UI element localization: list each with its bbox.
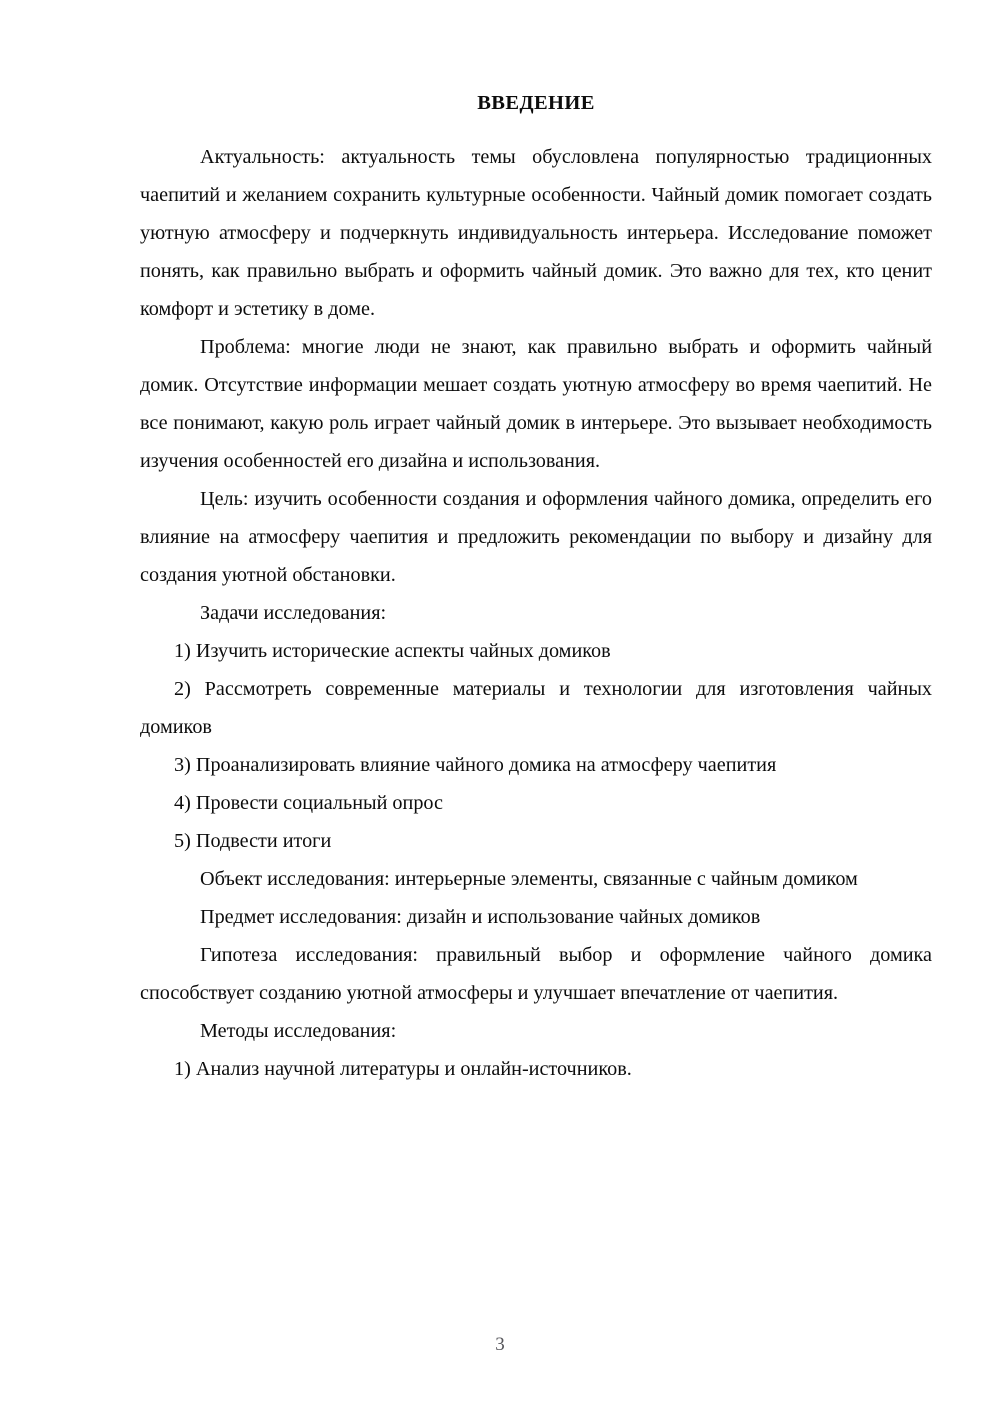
- task-item-1: 1) Изучить исторические аспекты чайных домиков: [174, 640, 611, 662]
- task-item-4: 4) Провести социальный опрос: [174, 792, 443, 814]
- page-title: ВВЕДЕНИЕ: [477, 92, 595, 114]
- page-number: 3: [495, 1334, 505, 1355]
- document-body: [140, 84, 932, 1088]
- methods-heading: Методы исследования:: [200, 1020, 397, 1042]
- paragraph-goal: Цель: изучить особенности создания и оформления чайного домика, определить его влияние на атмосферу чаепития и предложить рекомендации по выбору и дизайну для создания уютной обстановки.: [140, 488, 932, 586]
- paragraph-relevance: Актуальность: актуальность темы обусловлена популярностью традиционных чаепитий и желанием сохранить культурные особенности. Чайный домик помогает создать уютную атмосферу и подчеркнуть индивидуальность интерьера. Исследование поможет понять, как правильно выбрать и оформить чайный домик. Это важно для тех, кто ценит комфорт и эстетику в доме.: [140, 146, 932, 320]
- paragraph-problem: Проблема: многие люди не знают, как правильно выбрать и оформить чайный домик. Отсутствие информации мешает создать уютную атмосферу во время чаепитий. Не все понимают, какую роль играет чайный домик в интерьере. Это вызывает необходимость изучения особенностей его дизайна и использования.: [140, 336, 932, 472]
- paragraph-subject: Предмет исследования: дизайн и использование чайных домиков: [200, 906, 761, 928]
- method-item-1: 1) Анализ научной литературы и онлайн-источников.: [174, 1058, 632, 1080]
- task-item-5: 5) Подвести итоги: [174, 830, 332, 852]
- task-item-2: 2) Рассмотреть современные материалы и технологии для изготовления чайных домиков: [140, 678, 932, 738]
- tasks-heading: Задачи исследования:: [200, 602, 387, 624]
- task-item-3: 3) Проанализировать влияние чайного домика на атмосферу чаепития: [174, 754, 777, 776]
- paragraph-hypothesis: Гипотеза исследования: правильный выбор и оформление чайного домика способствует созданию уютной атмосферы и улучшает впечатление от чаепития.: [140, 944, 932, 1004]
- paragraph-object: Объект исследования: интерьерные элементы, связанные с чайным домиком: [200, 868, 858, 890]
